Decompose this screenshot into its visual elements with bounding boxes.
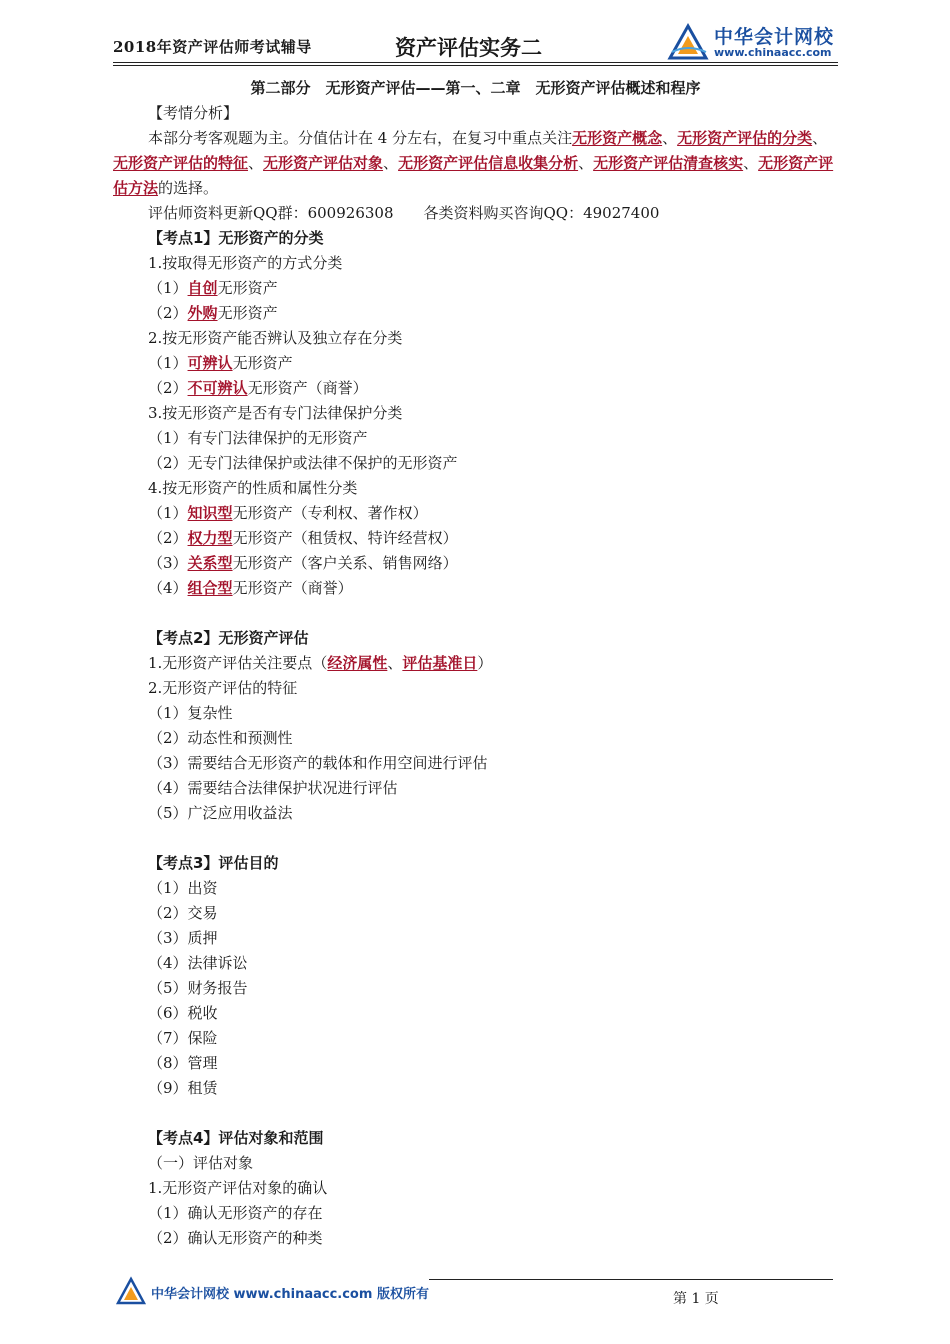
point1-heading: 【考点1】无形资产的分类 bbox=[148, 229, 324, 247]
section-title: 第二部分 无形资产评估——第一、二章 无形资产评估概述和程序 bbox=[250, 79, 701, 97]
list-item bbox=[113, 376, 838, 401]
list-item bbox=[113, 351, 838, 376]
brand-logo-icon bbox=[666, 22, 710, 62]
list-item: （5）财务报告 bbox=[148, 979, 248, 997]
list-item: （4）法律诉讼 bbox=[148, 954, 248, 972]
page-header bbox=[113, 20, 838, 64]
point4-subsection: 1.无形资产评估对象的确认 bbox=[148, 1179, 328, 1197]
list-item: （3）质押 bbox=[148, 929, 218, 947]
point2-heading: 【考点2】无形资产评估 bbox=[148, 629, 309, 647]
keyword: 无形资产评估的特征 bbox=[113, 154, 249, 172]
header-divider bbox=[113, 62, 838, 63]
item-number: （1） bbox=[148, 354, 188, 372]
item-text: ） bbox=[477, 654, 493, 672]
item-text: 无形资产（商誉） bbox=[232, 579, 353, 597]
analysis-heading: 【考情分析】 bbox=[148, 104, 239, 122]
item-text: 无形资产（专利权、著作权） bbox=[232, 504, 428, 522]
point4-subheading: （一）评估对象 bbox=[148, 1154, 254, 1172]
list-item bbox=[113, 526, 838, 551]
header-exam-label: 2018年资产评估师考试辅导 bbox=[113, 38, 312, 56]
item-number: （4） bbox=[148, 579, 188, 597]
keyword: 知识型 bbox=[187, 504, 233, 522]
point1-subsection: 2.按无形资产能否辨认及独立存在分类 bbox=[148, 329, 403, 347]
analysis-paragraph bbox=[113, 126, 838, 201]
item-text: 无形资产 bbox=[232, 354, 293, 372]
spacer bbox=[113, 601, 838, 626]
separator: 、 bbox=[383, 154, 399, 172]
list-item bbox=[113, 551, 838, 576]
keyword: 评估基准日 bbox=[402, 654, 478, 672]
item-text: 1.无形资产评估关注要点（ bbox=[148, 654, 328, 672]
point1-subsection: 1.按取得无形资产的方式分类 bbox=[148, 254, 343, 272]
list-item: （7）保险 bbox=[148, 1029, 218, 1047]
list-item bbox=[113, 576, 838, 601]
keyword: 无形资产评估信息收集分析 bbox=[398, 154, 579, 172]
item-number: （2） bbox=[148, 529, 188, 547]
keyword: 无形资产评估的分类 bbox=[677, 129, 813, 147]
separator: 、 bbox=[812, 129, 828, 147]
header-course-title: 资产评估实务二 bbox=[395, 35, 542, 60]
list-item: （1）出资 bbox=[148, 879, 218, 897]
list-item: （8）管理 bbox=[148, 1054, 218, 1072]
point1-subsection: 4.按无形资产的性质和属性分类 bbox=[148, 479, 358, 497]
footer-copyright: 中华会计网校 www.chinaacc.com 版权所有 bbox=[151, 1287, 429, 1302]
list-item: （2）无专门法律保护或法律不保护的无形资产 bbox=[148, 454, 458, 472]
separator: 、 bbox=[248, 154, 264, 172]
brand-name: 中华会计网校 bbox=[714, 26, 835, 48]
analysis-text-suffix: 的选择。 bbox=[158, 179, 219, 197]
page-footer bbox=[113, 1276, 838, 1316]
page-number: 第 1 页 bbox=[673, 1291, 719, 1307]
brand-logo bbox=[666, 22, 841, 62]
list-item: （3）需要结合无形资产的载体和作用空间进行评估 bbox=[148, 754, 488, 772]
point1-subsection: 3.按无形资产是否有专门法律保护分类 bbox=[148, 404, 403, 422]
list-item: （9）租赁 bbox=[148, 1079, 218, 1097]
item-text: 无形资产（客户关系、销售网络） bbox=[232, 554, 458, 572]
item-number: （1） bbox=[148, 504, 188, 522]
header-divider-secondary bbox=[113, 65, 838, 66]
list-item: （1）有专门法律保护的无形资产 bbox=[148, 429, 368, 447]
spacer bbox=[113, 826, 838, 851]
list-item: （1）确认无形资产的存在 bbox=[148, 1204, 323, 1222]
point2-subsection: 2.无形资产评估的特征 bbox=[148, 679, 298, 697]
separator: 、 bbox=[662, 129, 678, 147]
point4-heading: 【考点4】评估对象和范围 bbox=[148, 1129, 324, 1147]
list-item: （2）交易 bbox=[148, 904, 218, 922]
keyword: 无形资产评估清查核实 bbox=[593, 154, 744, 172]
spacer bbox=[113, 1101, 838, 1126]
keyword: 组合型 bbox=[187, 579, 233, 597]
keyword: 自创 bbox=[187, 279, 218, 297]
item-number: （2） bbox=[148, 379, 188, 397]
list-item: （6）税收 bbox=[148, 1004, 218, 1022]
item-number: （3） bbox=[148, 554, 188, 572]
separator: 、 bbox=[387, 654, 403, 672]
keyword: 经济属性 bbox=[327, 654, 388, 672]
list-item: （2）动态性和预测性 bbox=[148, 729, 293, 747]
item-text: 无形资产 bbox=[217, 304, 278, 322]
list-item bbox=[113, 301, 838, 326]
item-text: 无形资产（租赁权、特许经营权） bbox=[232, 529, 458, 547]
list-item: （2）确认无形资产的种类 bbox=[148, 1229, 323, 1247]
keyword: 权力型 bbox=[187, 529, 233, 547]
list-item: （1）复杂性 bbox=[148, 704, 233, 722]
brand-url: www.chinaacc.com bbox=[714, 46, 832, 59]
list-item bbox=[113, 276, 838, 301]
qq-line: 评估师资料更新QQ群：600926308 各类资料购买咨询QQ：49027400 bbox=[148, 204, 660, 222]
list-item: （5）广泛应用收益法 bbox=[148, 804, 293, 822]
separator: 、 bbox=[578, 154, 594, 172]
keyword: 外购 bbox=[187, 304, 218, 322]
keyword: 无形资产评估对象 bbox=[263, 154, 384, 172]
item-number: （1） bbox=[148, 279, 188, 297]
footer-logo-icon bbox=[116, 1276, 146, 1306]
keyword: 关系型 bbox=[187, 554, 233, 572]
analysis-text-prefix: 本部分考客观题为主。分值估计在 4 分左右，在复习中重点关注 bbox=[148, 129, 573, 147]
item-number: （2） bbox=[148, 304, 188, 322]
item-text: 无形资产（商誉） bbox=[247, 379, 368, 397]
document-body bbox=[113, 76, 838, 1251]
keyword: 可辨认 bbox=[187, 354, 233, 372]
footer-divider bbox=[429, 1279, 833, 1280]
point2-subsection bbox=[113, 651, 838, 676]
list-item bbox=[113, 501, 838, 526]
keyword: 无形资产概念 bbox=[572, 129, 663, 147]
keyword: 无形资产评估方法 bbox=[113, 154, 834, 197]
separator: 、 bbox=[743, 154, 759, 172]
list-item: （4）需要结合法律保护状况进行评估 bbox=[148, 779, 398, 797]
keyword: 不可辨认 bbox=[187, 379, 248, 397]
point3-heading: 【考点3】评估目的 bbox=[148, 854, 279, 872]
item-text: 无形资产 bbox=[217, 279, 278, 297]
